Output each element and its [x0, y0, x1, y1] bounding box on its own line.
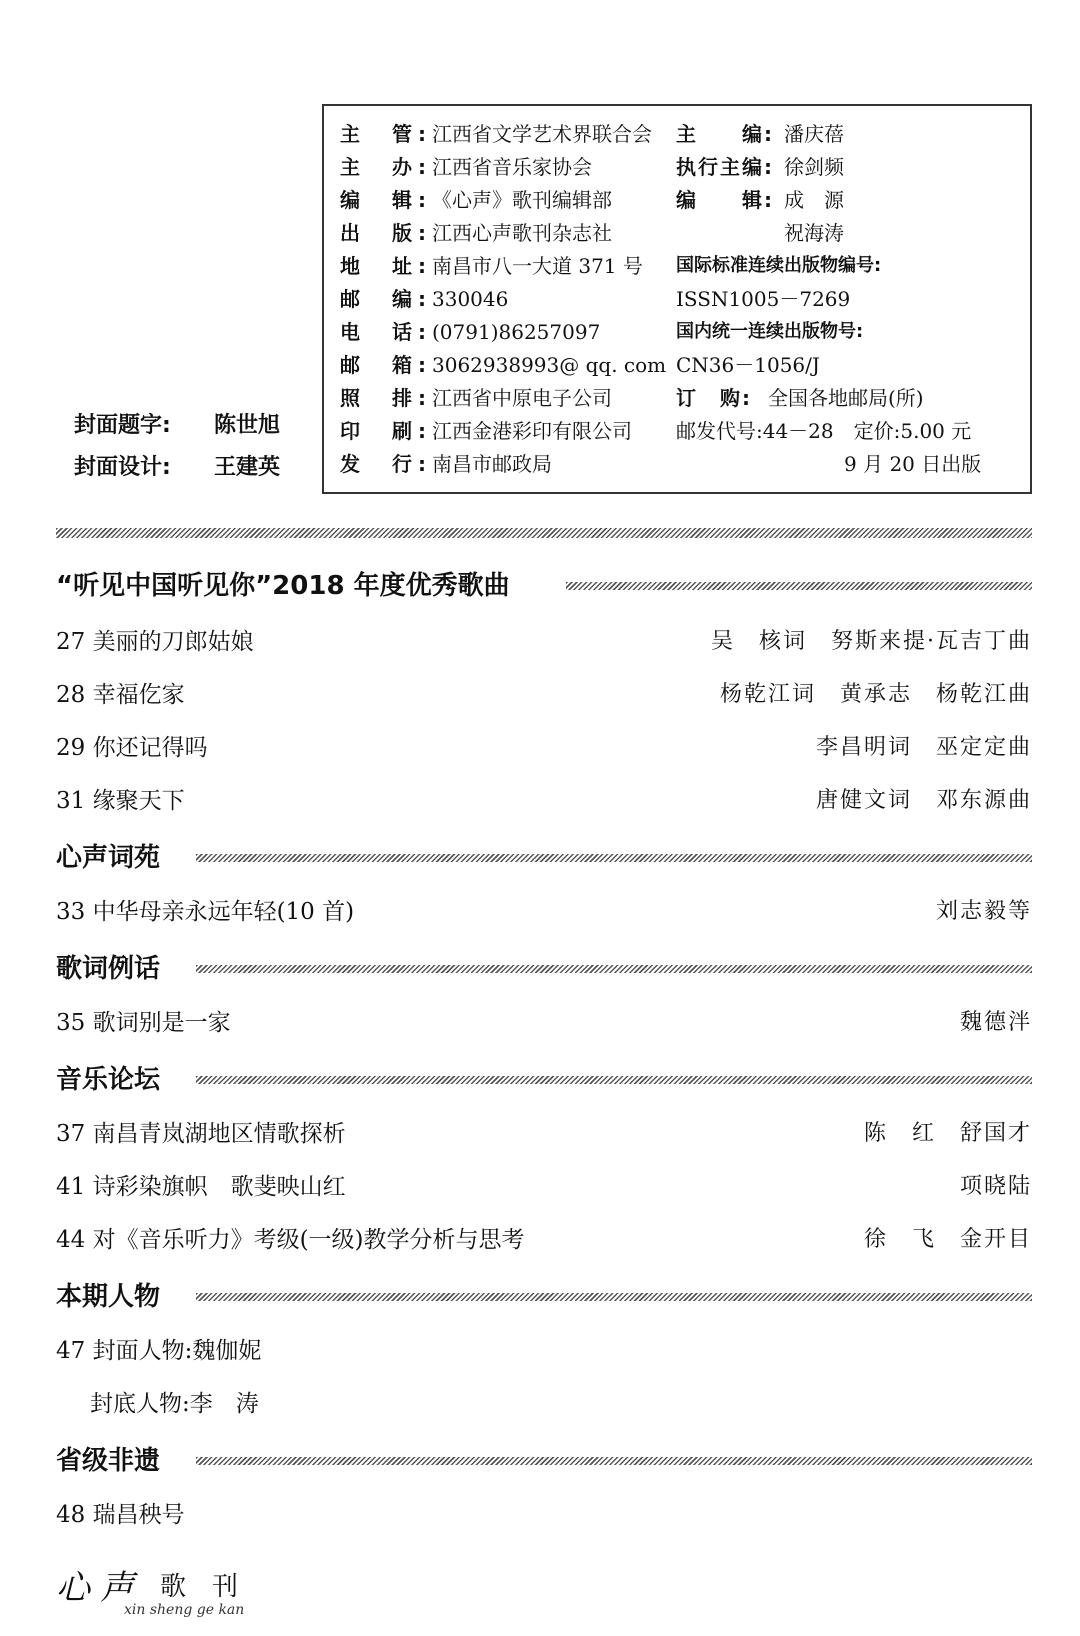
masthead-box [322, 104, 1032, 494]
masthead-row-supervisor: 主 管:江西省文学艺术界联合会 [340, 122, 652, 146]
toc-entry-title: 29 你还记得吗 [56, 735, 208, 761]
toc-entry-credit: 唐健文词 邓东源曲 [815, 788, 1032, 813]
section-divider [196, 1076, 1032, 1084]
section-divider [196, 1293, 1032, 1301]
cover-design-credit: 封面设计: 王建英 [74, 455, 281, 480]
toc-entry-title: 44 对《音乐听力》考级(一级)教学分析与思考 [56, 1227, 525, 1253]
toc-entry-credit: 陈 红 舒国才 [863, 1121, 1032, 1146]
toc-entry-title: 48 瑞昌秧号 [56, 1502, 185, 1528]
top-divider [56, 528, 1032, 538]
magazine-logo [56, 1560, 306, 1624]
toc-entry-title: 47 封面人物:魏伽妮 [56, 1338, 262, 1364]
toc-entry-title: 28 幸福仡家 [56, 682, 185, 708]
masthead-row-publisher: 出 版:江西心声歌刊杂志社 [340, 221, 612, 245]
logo-main: 心声 [56, 1568, 144, 1608]
section-divider [196, 854, 1032, 862]
toc-entry-title: 封底人物:李 涛 [90, 1391, 259, 1417]
section-heading-music-forum: 音乐论坛 [56, 1065, 161, 1095]
masthead-issn-label: 国际标准连续出版物编号: [676, 255, 882, 276]
toc-entry-credit: 吴 核词 努斯来提·瓦吉丁曲 [711, 629, 1032, 654]
section-heading-songs: “听见中国听见你”2018 年度优秀歌曲 [56, 571, 510, 601]
masthead-row-sponsor: 主 办:江西省音乐家协会 [340, 155, 592, 179]
toc-entry-title: 27 美丽的刀郎姑娘 [56, 629, 254, 655]
section-heading-lyric-examples: 歌词例话 [56, 954, 161, 984]
toc-entry-title: 31 缘聚天下 [56, 788, 185, 814]
masthead-row-printing: 印 刷:江西金港彩印有限公司 [340, 419, 632, 443]
masthead-row-distribution: 发 行:南昌市邮政局 [340, 452, 552, 476]
masthead-postal-price: 邮发代号:44－28 定价:5.00 元 [676, 419, 972, 443]
masthead-row-phone: 电 话:(0791)86257097 [340, 320, 601, 344]
masthead-editor-2: 祝海涛 [784, 221, 844, 245]
section-divider [566, 582, 1032, 590]
masthead-cn-label: 国内统一连续出版物号: [676, 321, 864, 342]
masthead-row-postcode: 邮 编:330046 [340, 287, 509, 311]
masthead-cn: CN36－1056/J [676, 353, 820, 377]
cover-title-credit: 封面题字: 陈世旭 [74, 413, 281, 438]
section-heading-lyrics: 心声词苑 [56, 843, 161, 873]
toc-entry-credit: 刘志毅等 [935, 899, 1032, 924]
toc-entry-credit: 项晓陆 [959, 1174, 1032, 1199]
masthead-editors: 编 辑: 成 源 [676, 188, 844, 212]
masthead-issn: ISSN1005－7269 [676, 287, 851, 311]
toc-entry-credit: 李昌明词 巫定定曲 [815, 735, 1032, 760]
toc-entry-credit: 魏德泮 [959, 1010, 1032, 1035]
masthead-row-address: 地 址:南昌市八一大道 371 号 [340, 254, 643, 278]
toc-entry-credit: 徐 飞 金开目 [863, 1227, 1032, 1252]
logo-sub: 歌 刊 [160, 1572, 239, 1602]
toc-entry-title: 35 歌词别是一家 [56, 1010, 231, 1036]
toc-entry-title: 33 中华母亲永远年轻(10 首) [56, 899, 355, 925]
masthead-row-email: 邮 箱:3062938993@ qq. com [340, 353, 667, 377]
masthead-exec-editor: 执行主编: 徐剑频 [676, 155, 844, 179]
logo-pinyin: xin sheng ge kan [124, 1602, 245, 1618]
section-heading-heritage: 省级非遗 [56, 1446, 161, 1476]
toc-entry-credit: 杨乾江词 黄承志 杨乾江曲 [719, 682, 1032, 707]
section-divider [196, 1457, 1032, 1465]
section-divider [196, 965, 1032, 973]
toc-entry-title: 37 南昌青岚湖地区情歌探析 [56, 1121, 346, 1147]
masthead-row-editing: 编 辑:《心声》歌刊编辑部 [340, 188, 612, 212]
section-heading-people: 本期人物 [56, 1282, 161, 1312]
toc-entry-title: 41 诗彩染旗帜 歌斐映山红 [56, 1174, 346, 1200]
masthead-publish-date: 9 月 20 日出版 [844, 452, 982, 476]
masthead-chief-editor: 主 编: 潘庆蓓 [676, 122, 844, 146]
masthead-order: 订 购: 全国各地邮局(所) [676, 386, 924, 410]
masthead-row-typesetting: 照 排:江西省中原电子公司 [340, 386, 612, 410]
